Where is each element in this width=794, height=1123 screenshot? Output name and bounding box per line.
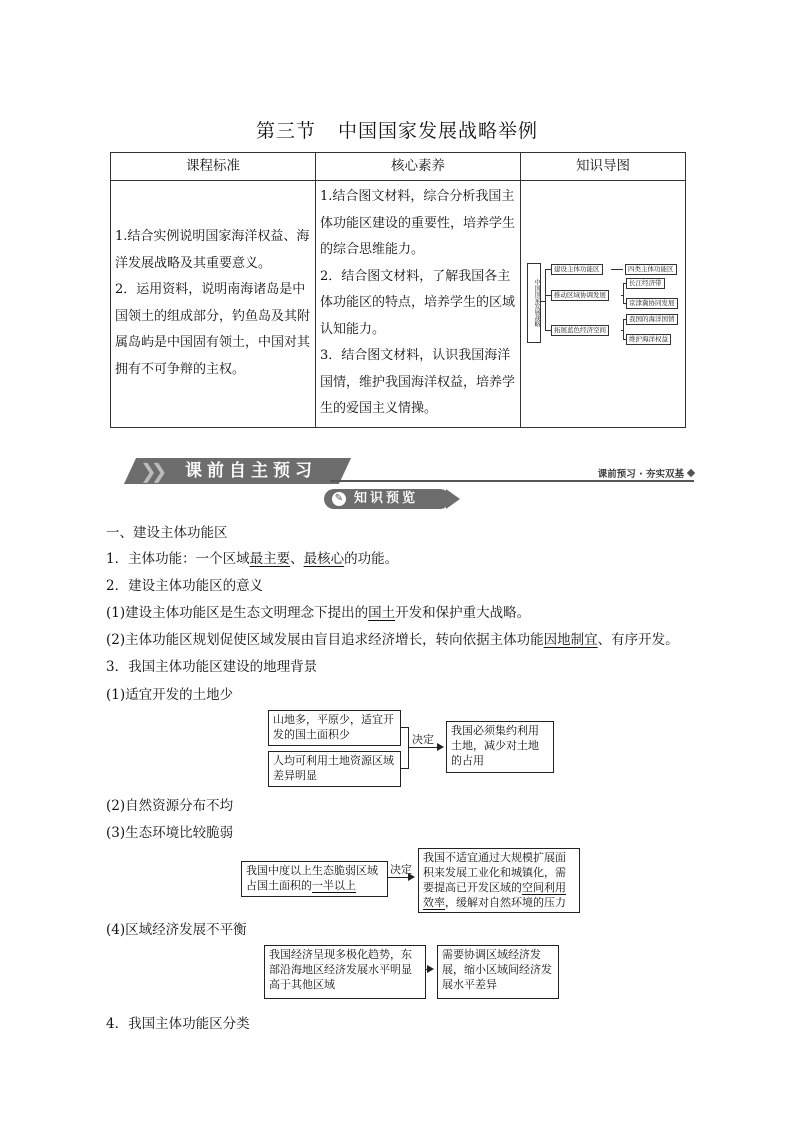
competency-item: 1.结合图文材料，综合分析我国主体功能区建设的重要性，培养学生的综合思维能力。 <box>320 189 516 258</box>
curriculum-table <box>110 152 686 428</box>
flow-box: 人均可利用土地资源区域差异明显 <box>268 751 401 787</box>
header-competency: 核心素养 <box>316 153 521 181</box>
mindmap-branch: 拓展蓝色经济空间 <box>551 325 609 336</box>
flow-box: 我国不适宜通过大规模扩展面积来发展工业化和城镇化，需要提高已开发区域的空间利用效率，缓解对自然环境的压力 <box>418 848 580 913</box>
heading-1: 一、建设主体功能区 <box>106 525 228 541</box>
competency-cell <box>316 180 521 427</box>
subsection-banner <box>324 489 464 511</box>
mindmap-leaf: 长江经济带 <box>626 278 665 289</box>
mindmap-leaf: 维护海洋权益 <box>626 334 671 345</box>
knowledge-mindmap <box>525 259 685 349</box>
paragraph: (1)建设主体功能区是生态文明理念下提出的国土开发和保护重大战略。 <box>106 605 531 621</box>
flow-label: 决定 <box>412 733 434 746</box>
flow-box: 我国经济呈现多极化趋势，东部沿海地区经济发展水平明显高于其他区域 <box>264 945 426 999</box>
standard-item: 2．运用资料，说明南海诸岛是中国领土的组成部分，钓鱼岛及其附属岛屿是中国固有领土，中国对其拥有不可争辩的主权。 <box>115 282 311 377</box>
subsection-title: 知识预览 <box>354 491 419 506</box>
paragraph: (4)区域经济发展不平衡 <box>106 922 247 938</box>
mindmap-cell <box>521 180 686 427</box>
mindmap-branch: 推动区域协调发展 <box>551 290 609 301</box>
header-standard: 课程标准 <box>111 153 316 181</box>
page-title <box>0 116 794 143</box>
mindmap-branch: 建设主体功能区 <box>551 264 603 275</box>
paragraph: 1．主体功能：一个区域最主要、最核心的功能。 <box>106 551 399 567</box>
paragraph: (2)自然资源分布不均 <box>106 798 234 814</box>
flow-box: 山地多，平原少，适宜开发的国土面积少 <box>268 710 401 746</box>
paragraph: 2．建设主体功能区的意义 <box>106 578 264 594</box>
banner-title: 课前自主预习 <box>185 461 317 481</box>
mindmap-root: 中国国家发展战略 <box>527 263 541 343</box>
flow-box: 我国中度以上生态脆弱区域占国土面积的一半以上 <box>241 861 388 897</box>
standard-item: 1.结合实例说明国家海洋权益、海洋发展战略及其重要意义。 <box>115 229 310 271</box>
paragraph: (3)生态环境比较脆弱 <box>106 825 234 841</box>
chevron-icon: ❯❯ <box>140 459 162 483</box>
mindmap-leaf: 我国的海洋国情 <box>626 314 678 325</box>
competency-item: 3．结合图文材料，认识我国海洋国情，维护我国海洋权益，培养学生的爱国主义情操。 <box>320 348 516 417</box>
diamond-icon <box>687 469 695 477</box>
mindmap-leaf: 四类主体功能区 <box>625 264 677 275</box>
section-banner <box>130 458 694 486</box>
paragraph: (1)适宜开发的土地少 <box>106 687 234 703</box>
competency-item: 2．结合图文材料，了解我国各主体功能区的特点，培养学生的区域认知能力。 <box>320 268 516 337</box>
flow-label: 决定 <box>390 863 412 876</box>
paragraph: (2)主体功能区规划促使区域发展由盲目追求经济增长，转向依据主体功能因地制宜、有序开发。 <box>106 632 679 648</box>
flow-box: 需要协调区域经济发展，缩小区域间经济发展水平差异 <box>437 945 559 999</box>
paragraph: 3．我国主体功能区建设的地理背景 <box>106 659 318 675</box>
banner-subtitle: 课前预习 · 夯实双基 <box>597 469 684 480</box>
section-number: 第三节 <box>255 120 316 142</box>
paragraph: 4．我国主体功能区分类 <box>106 1016 250 1032</box>
standard-cell <box>111 180 316 427</box>
mindmap-leaf: 京津冀协同发展 <box>626 298 678 309</box>
header-mindmap: 知识导图 <box>521 153 686 181</box>
pencil-icon: ✎ <box>332 492 346 506</box>
section-name: 中国国家发展战略举例 <box>338 120 539 142</box>
flow-box: 我国必须集约利用土地，减少对土地的占用 <box>446 721 554 773</box>
